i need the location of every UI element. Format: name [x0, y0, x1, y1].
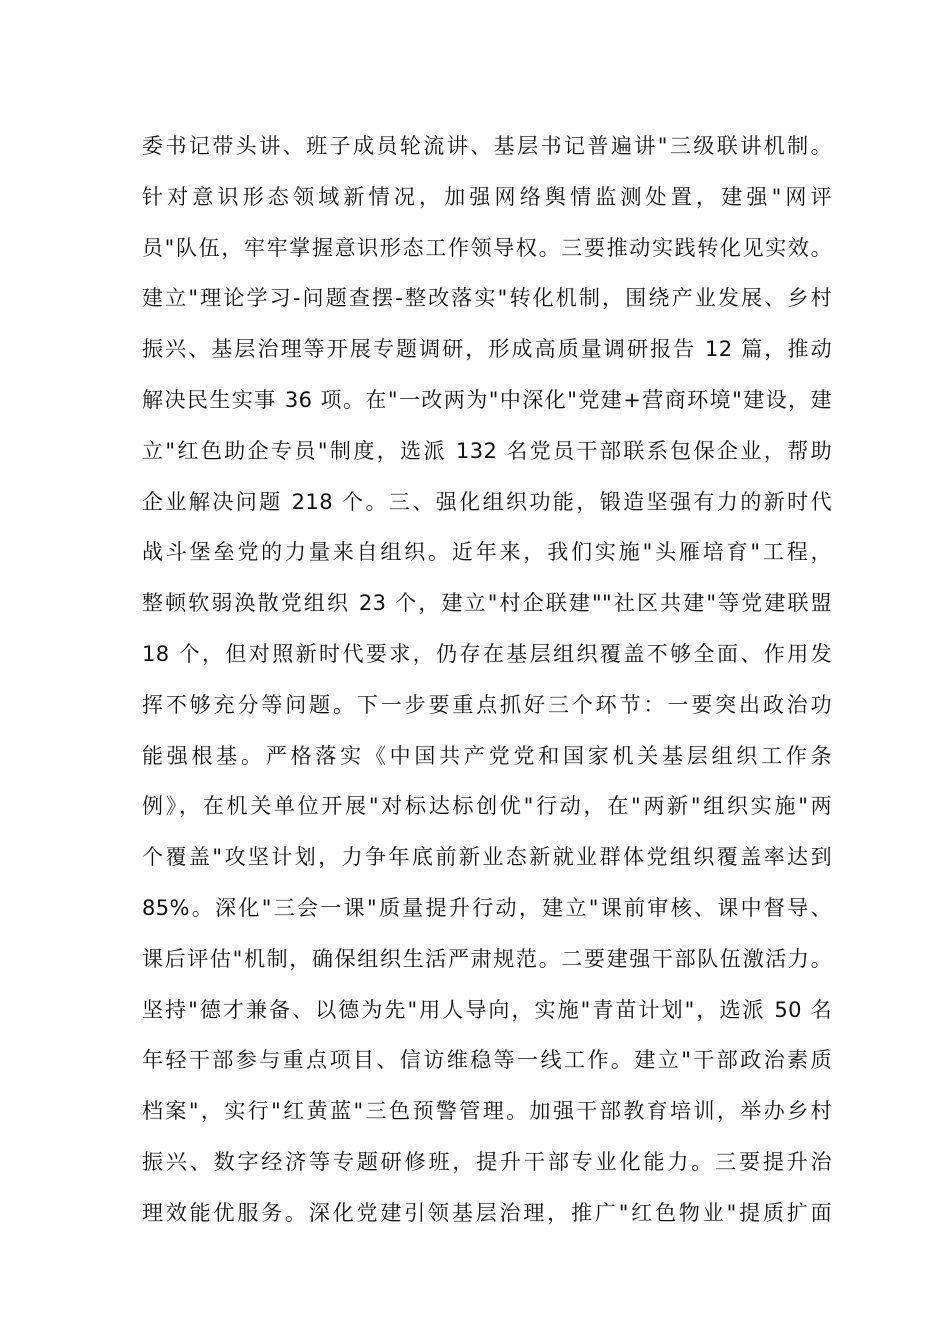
text-line: 例》，在机关单位开展"对标达标创优"行动，在"两新"组织实施"两	[142, 794, 832, 819]
text-line: 85%。深化"三会一课"质量提升行动，建立"课前审核、课中督导、	[142, 895, 832, 920]
text-line: 建立"理论学习-问题查摆-整改落实"转化机制，围绕产业发展、乡村	[142, 286, 832, 311]
body-text	[142, 128, 832, 1246]
text-line: 企业解决问题 218 个。三、强化组织功能，锻造坚强有力的新时代	[142, 489, 832, 514]
text-line: 年轻干部参与重点项目、信访维稳等一线工作。建立"干部政治素质	[142, 1048, 832, 1073]
text-line: 针对意识形态领域新情况，加强网络舆情监测处置，建强"网评	[142, 184, 832, 209]
text-line: 解决民生实事 36 项。在"一改两为"中深化"党建+营商环境"建设，建	[142, 387, 832, 412]
text-line: 档案"，实行"红黄蓝"三色预警管理。加强干部教育培训，举办乡村	[142, 1099, 832, 1124]
text-line: 18 个，但对照新时代要求，仍存在基层组织覆盖不够全面、作用发	[142, 641, 832, 666]
text-line: 整顿软弱涣散党组织 23 个，建立"村企联建""社区共建"等党建联盟	[142, 591, 832, 616]
text-line: 坚持"德才兼备、以德为先"用人导向，实施"青苗计划"，选派 50 名	[142, 997, 832, 1022]
text-line: 战斗堡垒党的力量来自组织。近年来，我们实施"头雁培育"工程，	[142, 540, 832, 565]
text-line: 挥不够充分等问题。下一步要重点抓好三个环节：一要突出政治功	[142, 692, 832, 717]
text-line: 员"队伍，牢牢掌握意识形态工作领导权。三要推动实践转化见实效。	[142, 235, 832, 260]
text-line: 课后评估"机制，确保组织生活严肃规范。二要建强干部队伍激活力。	[142, 946, 832, 971]
text-line: 委书记带头讲、班子成员轮流讲、基层书记普遍讲"三级联讲机制。	[142, 134, 832, 158]
text-line: 理效能优服务。深化党建引领基层治理，推广"红色物业"提质扩面	[142, 1200, 832, 1225]
text-line: 振兴、基层治理等开展专题调研，形成高质量调研报告 12 篇，推动	[142, 337, 832, 362]
text-line: 个覆盖"攻坚计划，力争年底前新业态新就业群体党组织覆盖率达到	[142, 845, 832, 870]
text-line: 振兴、数字经济等专题研修班，提升干部专业化能力。三要提升治	[142, 1149, 832, 1174]
text-line: 能强根基。严格落实《中国共产党党和国家机关基层组织工作条	[142, 743, 832, 768]
text-line: 立"红色助企专员"制度，选派 132 名党员干部联系包保企业，帮助	[142, 438, 832, 463]
